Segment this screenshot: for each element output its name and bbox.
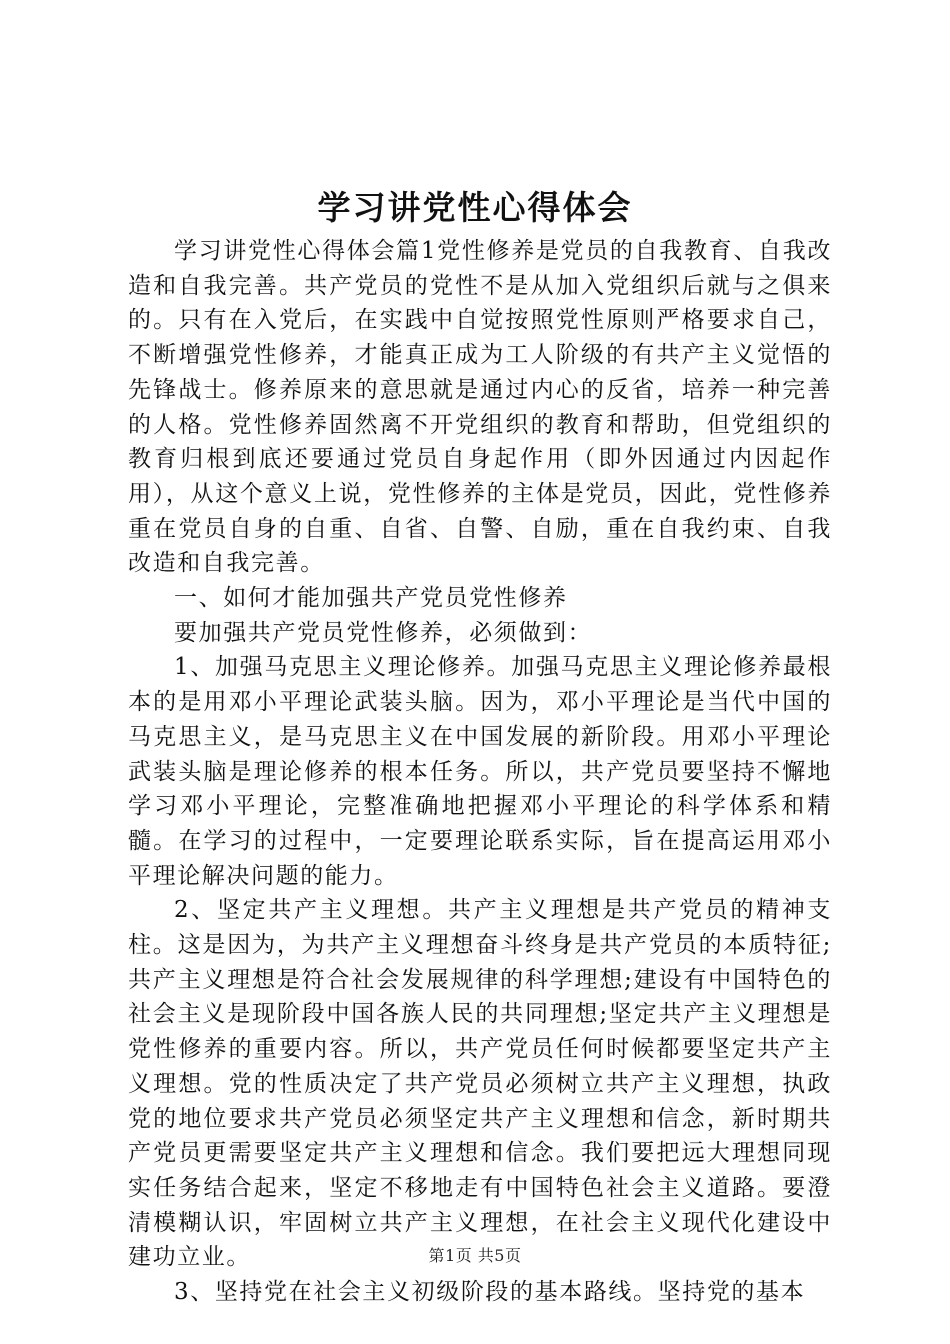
document-body [128,234,832,1310]
document-title: 学习讲党性心得体会 [317,188,633,227]
section-heading-1: 一、如何才能加强共产党员党性修养 [174,585,568,612]
page-number-footer: 第1页 共5页 [428,1246,522,1265]
paragraph-requirements: 要加强共产党员党性修养，必须做到： [174,619,593,646]
paragraph-point-3: 3、坚持党在社会主义初级阶段的基本路线。坚持党的基本 [174,1279,806,1306]
paragraph-point-2: 2、坚定共产主义理想。共产主义理想是共产党员的精神支柱。这是因为，为共产主义理想奋斗终身是共产党员的本质特征;共产主义理想是符合社会发展规律的科学理想;建设有中国特色的社会主义是现阶段中国各族人民的共同理想;坚定共产主义理想是党性修养的重要内容。所以，共产党员任何时候都要坚定共产主义理想。党的性质决定了共产党员必须树立共产主义理想，执政党的地位要求共产党员必须坚定共产主义理想和信念，新时期共产党员更需要坚定共产主义理想和信念。我们要把远大理想同现实任务结合起来，坚定不移地走有中国特色社会主义道路。要澄清模糊认识，牢固树立共产主义理想，在社会主义现代化建设中建功立业。 [128,897,832,1271]
paragraph-intro: 学习讲党性心得体会篇1党性修养是党员的自我教育、自我改造和自我完善。共产党员的党性不是从加入党组织后就与之俱来的。只有在入党后，在实践中自觉按照党性原则严格要求自己，不断增强党性修养，才能真正成为工人阶级的有共产主义觉悟的先锋战士。修养原来的意思就是通过内心的反省，培养一种完善的人格。党性修养固然离不开党组织的教育和帮助，但党组织的教育归根到底还要通过党员自身起作用（即外因通过内因起作用），从这个意义上说，党性修养的主体是党员，因此，党性修养重在党员自身的自重、自省、自警、自励，重在自我约束、自我改造和自我完善。 [128,238,832,577]
paragraph-point-1: 1、加强马克思主义理论修养。加强马克思主义理论修养最根本的是用邓小平理论武装头脑。因为，邓小平理论是当代中国的马克思主义，是马克思主义在中国发展的新阶段。用邓小平理论武装头脑是理论修养的根本任务。所以，共产党员要坚持不懈地学习邓小平理论，完整准确地把握邓小平理论的科学体系和精髓。在学习的过程中，一定要理论联系实际，旨在提高运用邓小平理论解决问题的能力。 [128,654,832,889]
